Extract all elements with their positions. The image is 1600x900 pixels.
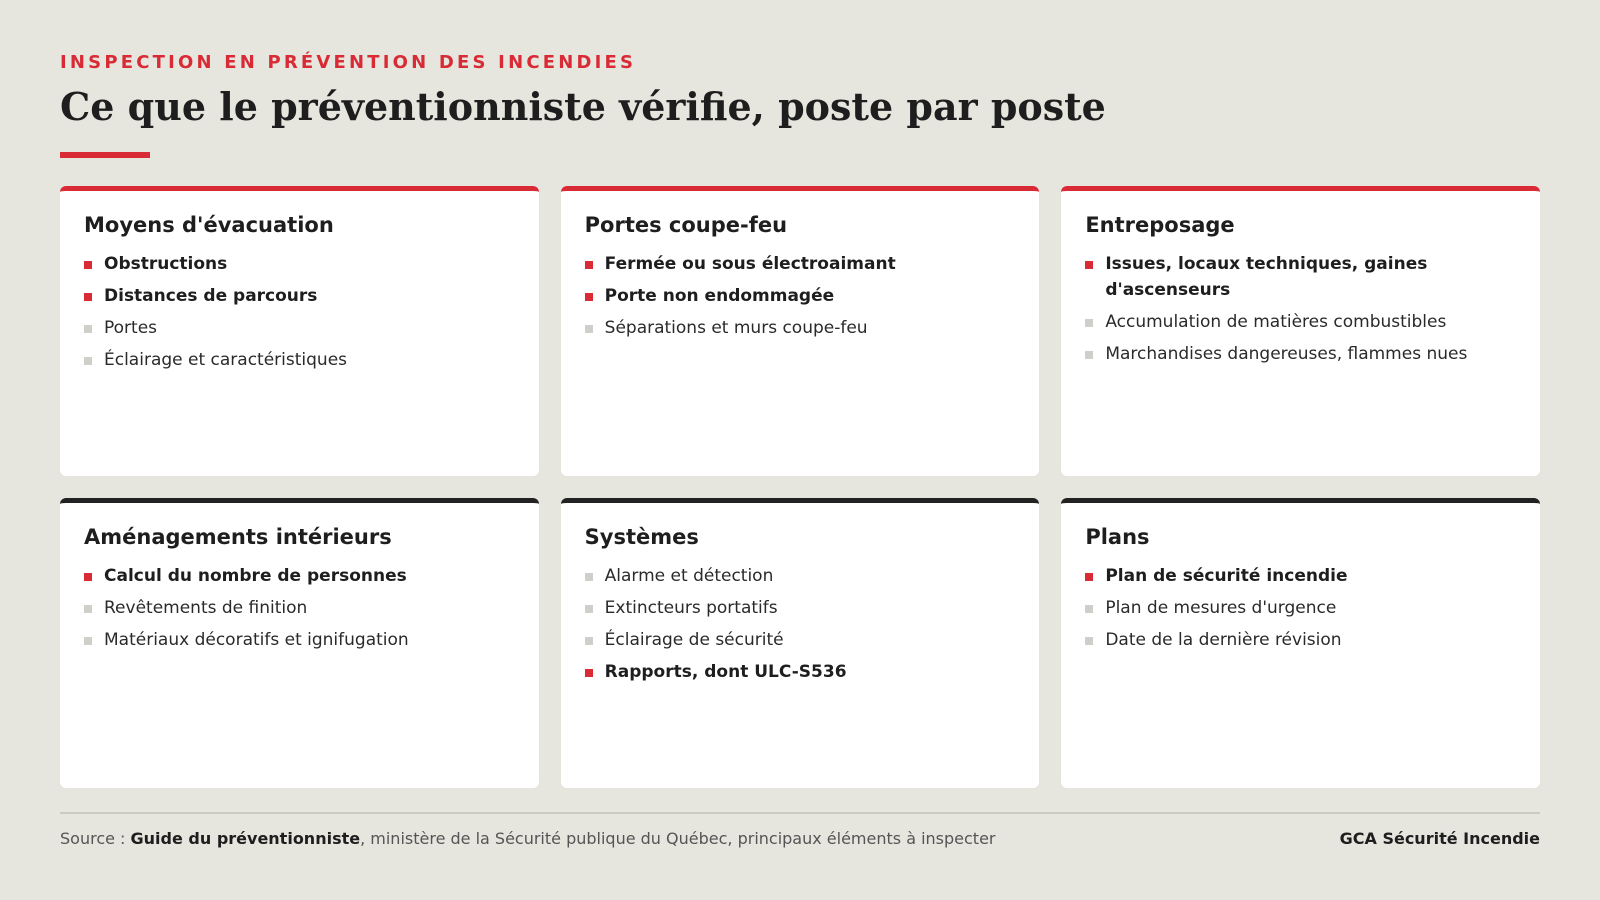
checklist-item-label: Issues, locaux techniques, gaines d'ascenseurs xyxy=(1105,254,1428,300)
source-prefix: Source : xyxy=(60,829,131,848)
checklist xyxy=(1085,563,1516,653)
checklist xyxy=(585,563,1016,685)
grey-square-bullet-icon xyxy=(1085,605,1093,613)
checklist-item-label: Plan de mesures d'urgence xyxy=(1105,598,1337,618)
red-square-bullet-icon xyxy=(585,261,593,269)
page-title: Ce que le préventionniste vérifie, poste par poste xyxy=(60,84,1106,129)
checklist-item xyxy=(585,627,1016,653)
checklist-item-priority xyxy=(84,283,515,309)
card-title: Entreposage xyxy=(1085,213,1235,237)
checklist-item-label: Portes xyxy=(104,318,158,338)
checklist-item-label: Rapports, dont ULC-S536 xyxy=(604,662,847,682)
checklist-item-label: Séparations et murs coupe-feu xyxy=(604,318,868,338)
checklist-item-label: Plan de sécurité incendie xyxy=(1105,566,1348,586)
source-details: , ministère de la Sécurité publique du Québec, principaux éléments à inspecter xyxy=(360,829,996,848)
checklist-item xyxy=(1085,309,1516,335)
checklist-item-label: Accumulation de matières combustibles xyxy=(1105,312,1447,332)
card-title: Plans xyxy=(1085,525,1150,549)
grey-square-bullet-icon xyxy=(84,637,92,645)
source-title: Guide du préventionniste xyxy=(130,829,361,848)
checklist-item xyxy=(1085,341,1516,367)
inspection-card-grid xyxy=(60,186,1540,788)
grey-square-bullet-icon xyxy=(585,637,593,645)
checklist-item xyxy=(84,315,515,341)
checklist-item-label: Revêtements de finition xyxy=(104,598,308,618)
checklist-item-label: Calcul du nombre de personnes xyxy=(104,566,407,586)
checklist-item-label: Extincteurs portatifs xyxy=(604,598,778,618)
red-square-bullet-icon xyxy=(84,261,92,269)
checklist xyxy=(84,563,515,653)
checklist-item-label: Obstructions xyxy=(104,254,228,274)
checklist-item-label: Fermée ou sous électroaimant xyxy=(604,254,896,274)
footer-brand: GCA Sécurité Incendie xyxy=(1339,829,1540,848)
grey-square-bullet-icon xyxy=(1085,351,1093,359)
checklist-item-label: Alarme et détection xyxy=(604,566,774,586)
checklist xyxy=(84,251,515,373)
checklist-item xyxy=(1085,627,1516,653)
inspection-card xyxy=(60,186,539,476)
grey-square-bullet-icon xyxy=(585,605,593,613)
red-square-bullet-icon xyxy=(84,573,92,581)
card-title: Systèmes xyxy=(584,525,699,549)
grey-square-bullet-icon xyxy=(585,573,593,581)
grey-square-bullet-icon xyxy=(84,357,92,365)
checklist-item xyxy=(585,595,1016,621)
red-square-bullet-icon xyxy=(84,293,92,301)
grey-square-bullet-icon xyxy=(1085,637,1093,645)
red-square-bullet-icon xyxy=(1085,573,1093,581)
checklist-item-priority xyxy=(84,563,515,589)
checklist-item-label: Distances de parcours xyxy=(104,286,318,306)
checklist xyxy=(585,251,1016,341)
card-title: Aménagements intérieurs xyxy=(84,525,392,549)
checklist-item-label: Marchandises dangereuses, flammes nues xyxy=(1105,344,1468,364)
inspection-card xyxy=(1061,498,1540,788)
checklist-item-priority xyxy=(1085,251,1516,303)
footer-source xyxy=(60,829,996,848)
checklist-item-priority xyxy=(585,283,1016,309)
inspection-card xyxy=(561,186,1040,476)
checklist-item xyxy=(84,595,515,621)
inspection-card xyxy=(60,498,539,788)
eyebrow-label: INSPECTION EN PRÉVENTION DES INCENDIES xyxy=(60,52,637,73)
checklist-item-label: Date de la dernière révision xyxy=(1105,630,1342,650)
checklist-item xyxy=(84,627,515,653)
card-title: Portes coupe-feu xyxy=(584,213,788,237)
checklist-item-priority xyxy=(1085,563,1516,589)
checklist-item-priority xyxy=(585,251,1016,277)
checklist-item-label: Éclairage et caractéristiques xyxy=(104,350,348,370)
checklist-item-label: Matériaux décoratifs et ignifugation xyxy=(104,630,409,650)
grey-square-bullet-icon xyxy=(84,605,92,613)
red-square-bullet-icon xyxy=(585,669,593,677)
grey-square-bullet-icon xyxy=(84,325,92,333)
title-accent-rule xyxy=(60,152,150,158)
grey-square-bullet-icon xyxy=(585,325,593,333)
checklist-item xyxy=(585,563,1016,589)
card-title: Moyens d'évacuation xyxy=(84,213,334,237)
checklist-item xyxy=(585,315,1016,341)
footer-divider xyxy=(60,812,1540,814)
inspection-card xyxy=(1061,186,1540,476)
red-square-bullet-icon xyxy=(585,293,593,301)
checklist-item-label: Porte non endommagée xyxy=(604,286,835,306)
checklist-item xyxy=(1085,595,1516,621)
checklist-item-priority xyxy=(585,659,1016,685)
checklist-item-label: Éclairage de sécurité xyxy=(604,630,784,650)
checklist xyxy=(1085,251,1516,367)
checklist-item xyxy=(84,347,515,373)
red-square-bullet-icon xyxy=(1085,261,1093,269)
inspection-card xyxy=(561,498,1040,788)
grey-square-bullet-icon xyxy=(1085,319,1093,327)
checklist-item-priority xyxy=(84,251,515,277)
